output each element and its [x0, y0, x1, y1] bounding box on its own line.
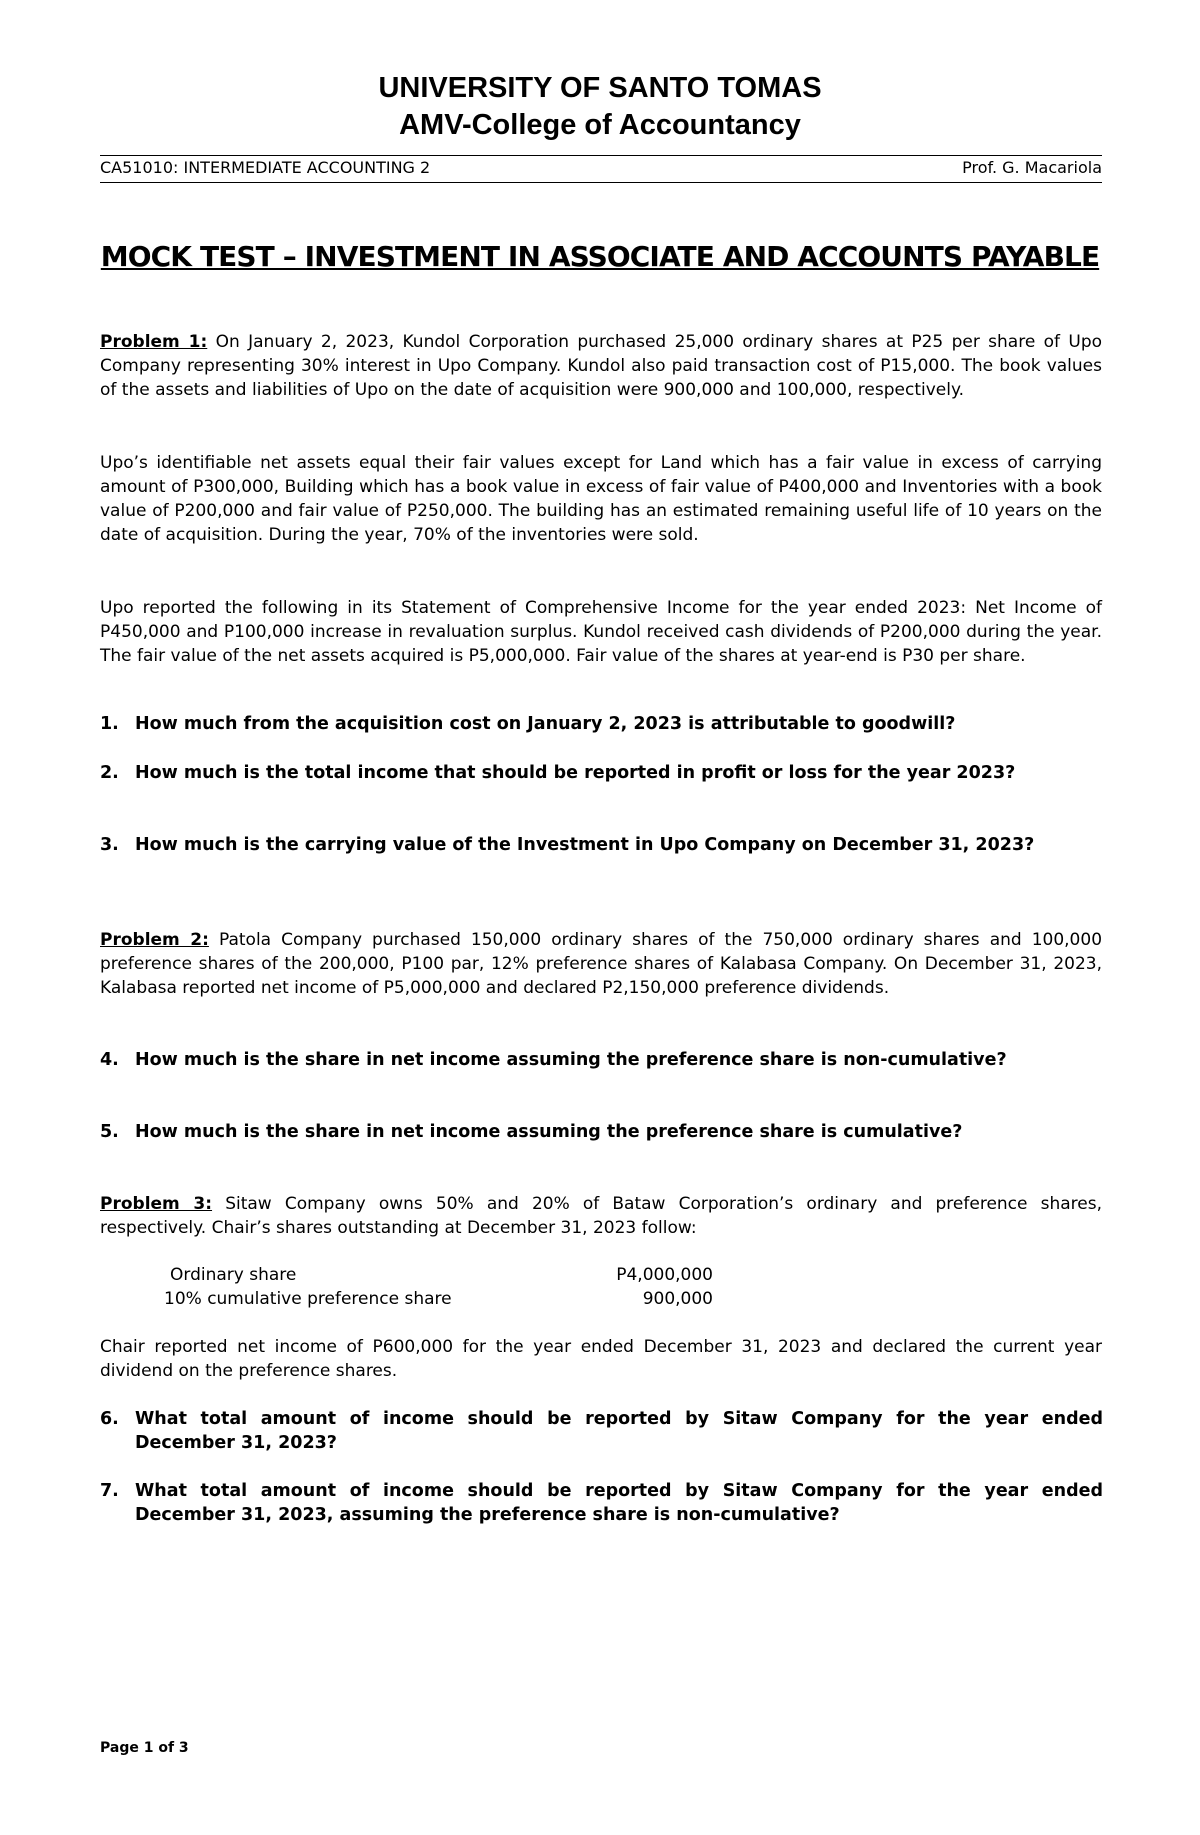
question-number: 6.: [100, 1409, 119, 1429]
problem-3-intro: [100, 1192, 1102, 1240]
question-text: How much is the carrying value of the Investment in Upo Company on December 31, 2023?: [135, 835, 1035, 855]
question-number: 5.: [100, 1122, 119, 1142]
problem-3-label: Problem 3:: [100, 1194, 213, 1214]
question-7: [100, 1479, 1103, 1527]
question-number: 2.: [100, 763, 119, 783]
question-1: [100, 712, 1103, 736]
shares-row-value: P4,000,000: [616, 1265, 713, 1285]
college-name: AMV-College of Accountancy: [399, 109, 801, 141]
page-title: MOCK TEST – INVESTMENT IN ASSOCIATE AND ACCOUNTS PAYABLE: [100, 240, 1100, 273]
course-code: CA51010: INTERMEDIATE ACCOUNTING 2: [100, 158, 431, 177]
question-number: 4.: [100, 1050, 119, 1070]
question-4: [100, 1048, 1103, 1072]
problem-3-text: Sitaw Company owns 50% and 20% of Bataw Corporation’s ordinary and preference shares, respectively. Chair’s shares outstanding at December 31, 2023 follow:: [100, 1194, 1102, 1238]
shares-row-label: Ordinary share: [170, 1265, 297, 1285]
shares-row-value: 900,000: [642, 1289, 713, 1309]
question-number: 1.: [100, 714, 119, 734]
question-5: [100, 1120, 1103, 1144]
question-text: How much is the share in net income assuming the preference share is non-cumulative?: [135, 1050, 1007, 1070]
question-text: How much is the total income that should be reported in profit or loss for the year 2023?: [135, 763, 1016, 783]
shares-row-label: 10% cumulative preference share: [164, 1289, 452, 1309]
problem-1-label: Problem 1:: [100, 332, 208, 352]
question-6: [100, 1407, 1103, 1455]
question-number: 3.: [100, 835, 119, 855]
question-3: [100, 833, 1103, 857]
question-text: How much from the acquisition cost on January 2, 2023 is attributable to goodwill?: [135, 714, 956, 734]
problem-1-paragraph-2: Upo’s identifiable net assets equal their fair values except for Land which has a fair value in excess of carrying amount of P300,000, Building which has a book value in excess of fair value of P400,000 and Inventories with a book value of P200,000 and fair value of P250,000. The building has an estimated remaining useful life of 10 years on the date of acquisition. During the year, 70% of the inventories were sold.: [100, 453, 1102, 545]
question-2: [100, 761, 1103, 785]
header-rule-top: [100, 155, 1102, 156]
question-number: 7.: [100, 1481, 119, 1501]
university-name: UNIVERSITY OF SANTO TOMAS: [378, 72, 822, 104]
problem-2-intro: [100, 928, 1102, 1000]
problem-3-paragraph-2: Chair reported net income of P600,000 for the year ended December 31, 2023 and declared the current year dividend on the preference shares.: [100, 1337, 1102, 1381]
problem-2-label: Problem 2:: [100, 930, 209, 950]
question-text: What total amount of income should be reported by Sitaw Company for the year ended December 31, 2023?: [135, 1409, 1103, 1453]
problem-1-text: On January 2, 2023, Kundol Corporation purchased 25,000 ordinary shares at P25 per share of Upo Company representing 30% interest in Upo Company. Kundol also paid transaction cost of P15,000. The book values of the assets and liabilities of Upo on the date of acquisition were 900,000 and 100,000, respectively.: [100, 332, 1103, 400]
problem-1-paragraph-3: Upo reported the following in its Statement of Comprehensive Income for the year ended 2023: Net Income of P450,000 and P100,000 increase in revaluation surplus. Kundol received cash dividends of P200,000 during the year. The fair value of the net assets acquired is P5,000,000. Fair value of the shares at year-end is P30 per share.: [100, 598, 1102, 666]
question-text: What total amount of income should be reported by Sitaw Company for the year ended December 31, 2023, assuming the preference share is non-cumulative?: [135, 1481, 1103, 1525]
page-number: Page 1 of 3: [100, 1740, 189, 1756]
professor-name: Prof. G. Macariola: [962, 158, 1102, 177]
problem-2-text: Patola Company purchased 150,000 ordinary shares of the 750,000 ordinary shares and 100,000 preference shares of the 200,000, P100 par, 12% preference shares of Kalabasa Company. On December 31, 2023, Kalabasa reported net income of P5,000,000 and declared P2,150,000 preference dividends.: [100, 930, 1103, 998]
problem-1-intro: [100, 330, 1102, 402]
question-text: How much is the share in net income assuming the preference share is cumulative?: [135, 1122, 963, 1142]
header-rule-bottom: [100, 182, 1102, 183]
